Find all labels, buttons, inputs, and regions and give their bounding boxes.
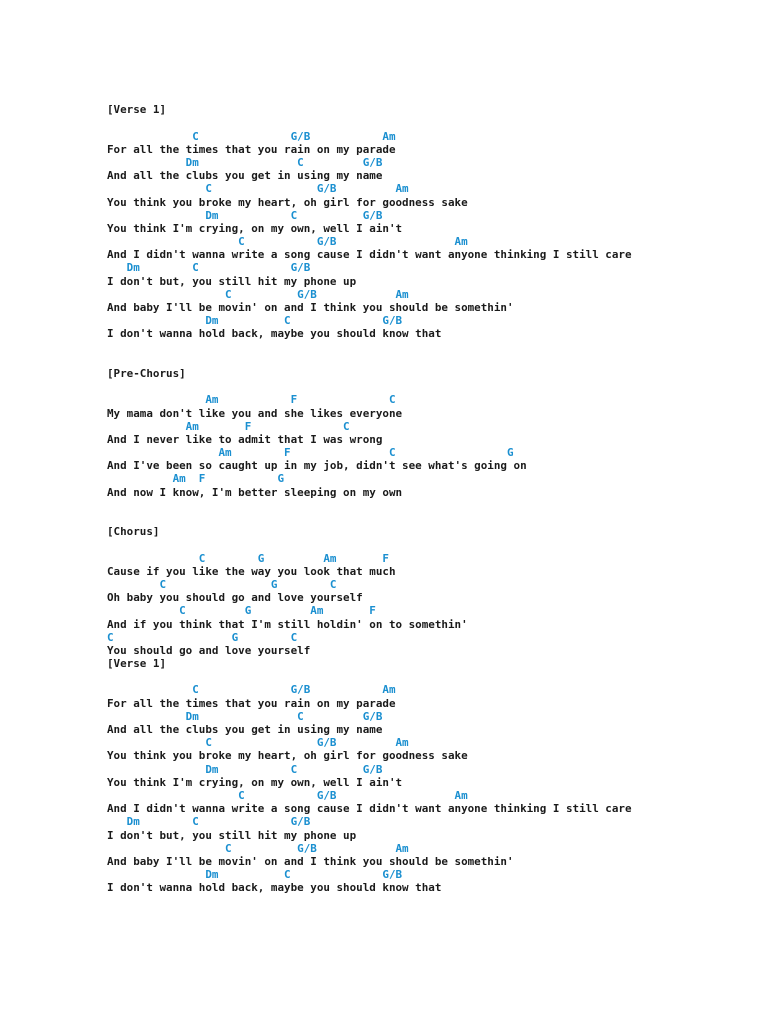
lyric-line: For all the times that you rain on my parade bbox=[107, 696, 396, 710]
chord-line: Dm C G/B bbox=[107, 868, 403, 882]
blank-line bbox=[107, 512, 632, 525]
lyric-line: And if you think that I'm still holdin' on to somethin' bbox=[107, 617, 468, 631]
blank-line bbox=[107, 341, 632, 354]
chord-line: Dm C G/B bbox=[107, 261, 311, 275]
chord-line: Dm C G/B bbox=[107, 709, 383, 723]
blank-line bbox=[107, 538, 632, 551]
blank-line bbox=[107, 670, 632, 683]
lyric-line: And all the clubs you get in using my name bbox=[107, 723, 383, 736]
lyric-line: And now I know, I'm better sleeping on my own bbox=[107, 485, 403, 499]
chord-line: Am F C G bbox=[107, 446, 514, 460]
chord-line: C G/B Am bbox=[107, 182, 409, 196]
lyric-line: And I've been so caught up in my job, didn't see what's going on bbox=[107, 459, 527, 473]
chord-line: C G/B Am bbox=[107, 287, 409, 301]
blank-line bbox=[107, 90, 632, 103]
lyric-line: I don't but, you still hit my phone up bbox=[107, 828, 357, 842]
chord-line: Dm C G/B bbox=[107, 815, 311, 829]
section-heading: [Verse 1] bbox=[107, 657, 167, 671]
lyric-line: You think you broke my heart, oh girl for goodness sake bbox=[107, 749, 468, 763]
lyric-line: And I didn't wanna write a song cause I didn't want anyone thinking I still care bbox=[107, 248, 632, 262]
lyric-line: You should go and love yourself bbox=[107, 643, 311, 657]
lyric-line: You think I'm crying, on my own, well I ain't bbox=[107, 221, 403, 235]
chord-line: Dm C G/B bbox=[107, 208, 383, 222]
lyric-line: You think I'm crying, on my own, well I ain't bbox=[107, 775, 403, 789]
chord-line: C G Am F bbox=[107, 551, 389, 565]
chord-line: Dm C G/B bbox=[107, 762, 383, 776]
blank-line bbox=[107, 354, 632, 367]
lyric-line: I don't wanna hold back, maybe you should know that bbox=[107, 881, 442, 895]
chord-line: C G/B Am bbox=[107, 683, 396, 697]
chord-line: Am F C bbox=[107, 393, 396, 407]
lyric-line: I don't wanna hold back, maybe you should know that bbox=[107, 327, 442, 341]
chord-line: C G/B Am bbox=[107, 841, 409, 855]
lyric-line: And I didn't wanna write a song cause I didn't want anyone thinking I still care bbox=[107, 802, 632, 816]
chord-line: C G/B Am bbox=[107, 788, 468, 802]
blank-line bbox=[107, 499, 632, 512]
chord-line: C G/B Am bbox=[107, 736, 409, 750]
section-heading: [Pre-Chorus] bbox=[107, 366, 186, 380]
chord-sheet bbox=[107, 90, 632, 894]
blank-line bbox=[107, 380, 632, 393]
lyric-line: And all the clubs you get in using my name bbox=[107, 169, 383, 183]
lyric-line: You think you broke my heart, oh girl for goodness sake bbox=[107, 195, 468, 209]
blank-line bbox=[107, 116, 632, 129]
lyric-line: Cause if you like the way you look that much bbox=[107, 564, 396, 578]
lyric-line: Oh baby you should go and love yourself bbox=[107, 591, 363, 605]
lyric-line: My mama don't like you and she likes everyone bbox=[107, 406, 403, 420]
chord-line: Am F G bbox=[107, 472, 285, 486]
chord-line: Am F C bbox=[107, 419, 350, 433]
section-heading: [Chorus] bbox=[107, 525, 160, 539]
chord-line: C G/B Am bbox=[107, 235, 468, 249]
lyric-line: And baby I'll be movin' on and I think you should be somethin' bbox=[107, 301, 514, 314]
section-heading: [Verse 1] bbox=[107, 103, 167, 117]
chord-line: C G C bbox=[107, 577, 337, 591]
lyric-line: I don't but, you still hit my phone up bbox=[107, 274, 357, 288]
lyric-line: For all the times that you rain on my parade bbox=[107, 142, 396, 156]
chord-line: C G/B Am bbox=[107, 129, 396, 143]
chord-line: Dm C G/B bbox=[107, 314, 403, 328]
lyric-line: And I never like to admit that I was wrong bbox=[107, 432, 383, 446]
chord-line: Dm C G/B bbox=[107, 155, 383, 169]
chord-line: C G C bbox=[107, 630, 298, 644]
chord-line: C G Am F bbox=[107, 604, 376, 618]
lyric-line: And baby I'll be movin' on and I think you should be somethin' bbox=[107, 854, 514, 868]
